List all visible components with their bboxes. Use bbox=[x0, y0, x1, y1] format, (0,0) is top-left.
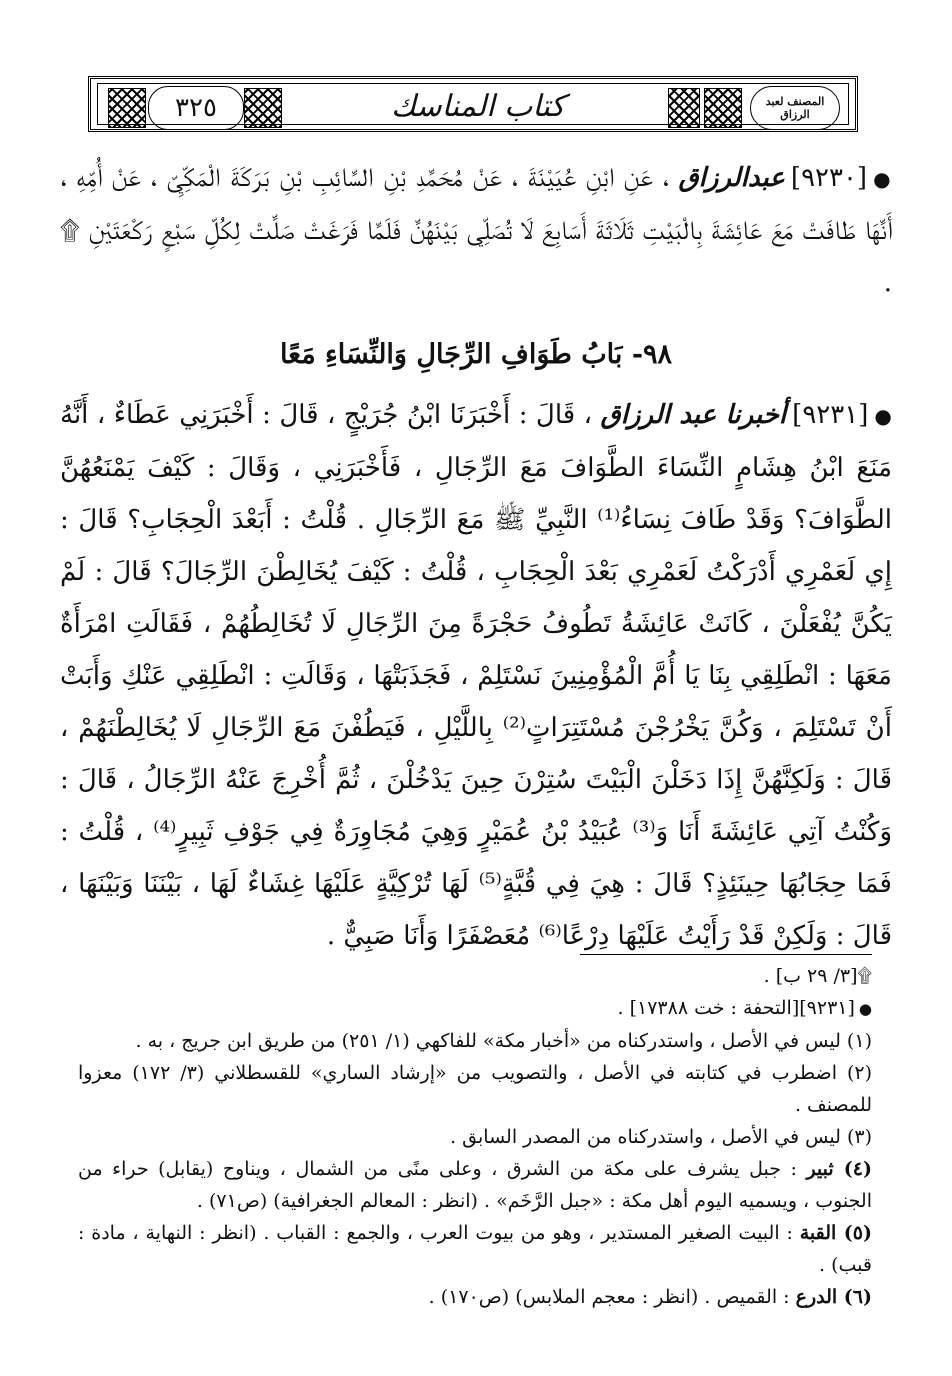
chapter-title: ٩٨- بَابُ طَوَافِ الرِّجَالِ وَالنِّسَاءِ مَعًا bbox=[279, 339, 673, 370]
book-seal-logo: المصنف لعبد الرزاق bbox=[750, 86, 840, 130]
footnote-6-text: : القميص . (انظر : معجم الملابس) (ص١٧٠) . bbox=[428, 1286, 790, 1308]
page-header bbox=[88, 76, 858, 132]
bullet-icon: ● bbox=[874, 404, 893, 428]
footnote-5-head: (٥) القبة bbox=[799, 1222, 872, 1244]
hadith-narrator: أخبرنا عبد الرزاق bbox=[600, 400, 787, 430]
footnote-2: (٢) اضطرب في كتابته في الأصل ، والتصويب من «إرشاد الساري» للقسطلاني (٣/ ١٧٢) معزوا للمصنف . bbox=[78, 1062, 872, 1116]
footnote-divider bbox=[580, 954, 872, 955]
footnote-1: (١) ليس في الأصل ، واستدركناه من «أخبار مكة» للفاكهي (١/ ٢٥١) من طريق ابن جريج ، به . bbox=[135, 1030, 872, 1052]
hadith-text: ، قَالَ : أَخْبَرَنَا ابْنُ جُرَيْجٍ ، قَالَ : أَخْبَرَنِي عَطَاءٌ ، أَنَّهُ مَنَعَ ابْنُ هِشَامٍ النِّسَاءَ الطَّوَافَ مَعَ الرِّجَالِ ، فَأَخْبَرَنِي ، وَقَالَ : كَيْفَ يَمْنَعُهُنَّ الطَّوَافَ؟ وَقَدْ طَافَ نِسَاءُ⁽¹⁾ النَّبِيِّ ﷺ مَعَ الرِّجَالِ . قُلْتُ : أَبَعْدَ الْحِجَابِ؟ قَالَ : إِي لَعَمْرِي أَدْرَكْتُ لَعَمْرِي بَعْدَ الْحِجَابِ ، قُلْتُ : كَيْفَ يُخَالِطْنَ الرِّجَالَ؟ قَالَ : لَمْ يَكُنَّ يُفْعَلْنَ ، كَانَتْ عَائِشَةُ تَطُوفُ حَجْرَةً مِنَ الرِّجَالِ لَا تُخَالِطُهُمْ ، فَقَالَتِ امْرَأَةٌ مَعَهَا : انْطَلِقِي بِنَا يَا أُمَّ الْمُؤْمِنِينَ نَسْتَلِمْ ، فَجَذَبَتْهَا ، وَقَالَتِ : انْطَلِقِي عَنْكِ وَأَبَتْ أَنْ تَسْتَلِمَ ، وَكُنَّ يَخْرُجْنَ مُسْتَتِرَاتٍ⁽²⁾ بِاللَّيْلِ ، فَيَطُفْنَ مَعَ الرِّجَالِ لَا يُخَالِطْنَهُمْ ، قَالَ : وَلَكِنَّهُنَّ إِذَا دَخَلْنَ الْبَيْتَ سُتِرْنَ حِينَ يَدْخُلْنَ ، ثُمَّ أُخْرِجَ عَنْهُ الرِّجَالُ ، قَالَ : وَكُنْتُ آتِي عَائِشَةَ أَنَا وَ⁽³⁾ عُبَيْدُ بْنُ عُمَيْرٍ وَهِيَ مُجَاوِرَةٌ فِي جَوْفِ ثَبِيرٍ⁽⁴⁾ ، قُلْتُ : فَمَا حِجَابُهَا حِينَئِذٍ؟ قَالَ : هِيَ فِي قُبَّةٍ⁽⁵⁾ لَهَا تُرْكِيَّةٍ عَلَيْهَا غِشَاءٌ لَهَا ، بَيْنَنَا وَبَيْنَهَا ، قَالَ : وَلَكِنْ قَدْ رَأَيْتُ عَلَيْهَا دِرْعًا⁽⁶⁾ مُعَصْفَرًا وَأَنَا صَبِيٌّ . bbox=[60, 400, 892, 951]
main-text bbox=[60, 152, 892, 962]
hadith-number: [٩٢٣٠] bbox=[790, 163, 868, 193]
hadith-number: [٩٢٣١] bbox=[792, 400, 869, 430]
header-frame bbox=[97, 83, 849, 125]
footnote-4-head: (٤) ثبير bbox=[806, 1158, 873, 1180]
footnotes bbox=[78, 960, 872, 1313]
bullet-icon: ● bbox=[873, 167, 893, 191]
hadith-9230 bbox=[60, 152, 892, 309]
footnote-5 bbox=[78, 1217, 872, 1281]
ornament-right-outer bbox=[704, 88, 742, 128]
footnote-4-text: : جبل يشرف على مكة من الشرق ، وعلى منًى من الشمال ، ويناوح (يقابل) حراء من الجنوب ، ويسميه اليوم أهل مكة : «جبل الرَّخَم» . (انظر : المعالم الجغرافية) (ص٧١) . bbox=[78, 1158, 872, 1212]
hadith-9231 bbox=[60, 389, 892, 962]
page-number: ٣٢٥ bbox=[148, 86, 244, 130]
takhrij-text: [٩٢٣١][التحفة : خت ١٧٣٨٨] . bbox=[617, 997, 855, 1019]
bullet-icon: ● bbox=[858, 1000, 872, 1018]
footnote-6 bbox=[78, 1281, 872, 1313]
footnote-5-text: : البيت الصغير المستدير ، وهو من بيوت العرب ، والجمع : القباب . (انظر : النهاية ، مادة : قبب) . bbox=[78, 1222, 872, 1276]
footnote-6-head: (٦) الدرع bbox=[795, 1286, 872, 1308]
ornament-left-inner bbox=[244, 88, 282, 128]
footnote-3: (٣) ليس في الأصل ، واستدركناه من المصدر السابق . bbox=[450, 1126, 872, 1148]
hadith-text: ، عَنِ ابْنِ عُيَيْنَةَ ، عَنْ مُحَمَّدِ بْنِ السَّائِبِ بْنِ بَرَكَةَ الْمَكِّيِّ ، عَنْ أُمِّهِ ، أَنَّهَا طَافَتْ مَعَ عَائِشَةَ بِالْبَيْتِ ثَلَاثَةَ أَسَابِعَ لَا تُصَلِّي بَيْنَهُنَّ فَلَمَّا فَرَغَتْ صَلَّتْ لِكُلِّ سَبْعٍ رَكْعَتَيْنِ ۩ . bbox=[60, 163, 892, 298]
book-title: كتاب المناسك bbox=[391, 89, 565, 124]
ornament-left-outer bbox=[108, 88, 146, 128]
footnote-folio: ۩[٣/ ٢٩ ب] . bbox=[763, 965, 872, 987]
ornament-right-inner bbox=[668, 88, 700, 128]
footnote-4 bbox=[78, 1153, 872, 1217]
hadith-narrator: عبدالرزاق bbox=[678, 163, 785, 193]
footnote-takhrij bbox=[78, 992, 872, 1025]
